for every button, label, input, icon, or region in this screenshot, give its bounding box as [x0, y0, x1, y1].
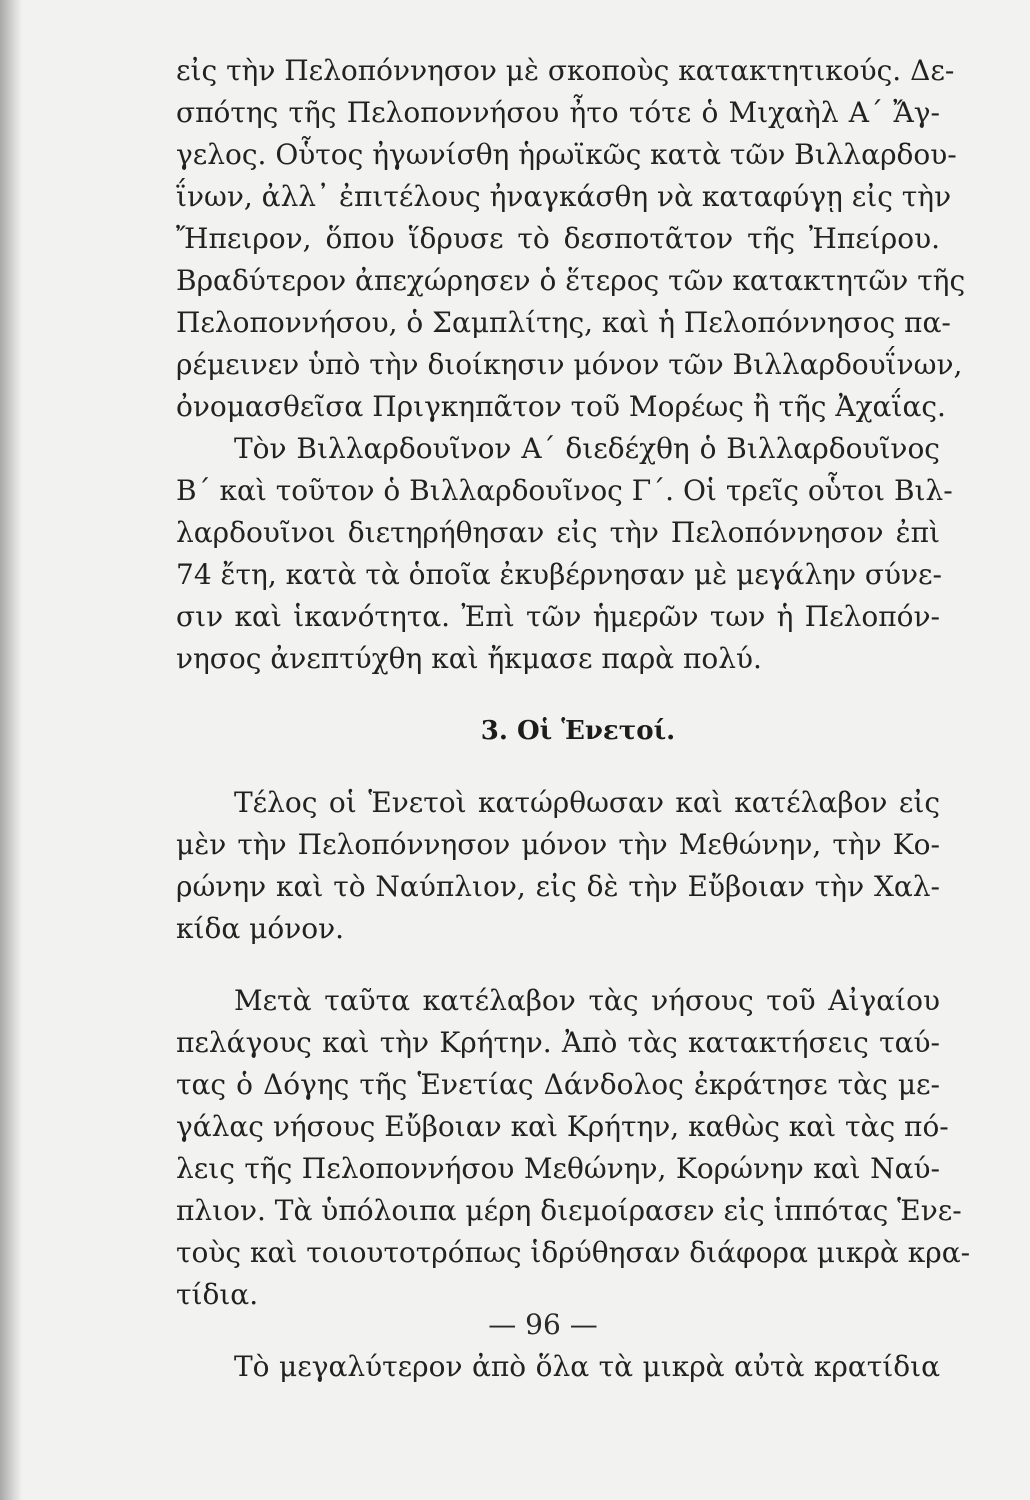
text-line: τας ὁ Δόγης τῆς Ἑνετίας Δάνδολος ἐκράτησε τὰς με- — [176, 1068, 940, 1101]
spacer — [176, 680, 940, 710]
text-line: ρώνην καὶ τὸ Ναύπλιον, εἰς δὲ τὴν Εὔβοιαν τὴν Χαλ- — [176, 870, 940, 903]
text-line: κίδα μόνον. — [176, 912, 344, 945]
paragraph — [176, 782, 940, 950]
text-line: νησος ἀνεπτύχθη καὶ ἤκμασε παρὰ πολύ. — [176, 642, 762, 675]
text-line: γάλας νήσους Εὔβοιαν καὶ Κρήτην, καθὼς καὶ τὰς πό- — [176, 1110, 949, 1143]
binding-shadow — [0, 0, 22, 1500]
text-line: ρέμεινεν ὑπὸ τὴν διοίκησιν μόνον τῶν Βιλλαρδουΐνων, — [176, 348, 963, 381]
text-line: Βραδύτερον ἀπεχώρησεν ὁ ἕτερος τῶν κατακτητῶν τῆς — [176, 264, 966, 297]
text-line: ὀνομασθεῖσα Πριγκηπᾶτον τοῦ Μορέως ἢ τῆς Ἀχαΐας. — [176, 390, 946, 423]
text-line: Τέλος οἱ Ἑνετοὶ κατώρθωσαν καὶ κατέλαβον εἰς — [234, 786, 940, 819]
text-line: Τὸν Βιλλαρδουῖνον Α΄ διεδέχθη ὁ Βιλλαρδουῖνος — [234, 432, 940, 465]
text-line: πελάγους καὶ τὴν Κρήτην. Ἀπὸ τὰς κατακτήσεις ταύ- — [176, 1026, 940, 1059]
text-line: σπότης τῆς Πελοποννήσου ἦτο τότε ὁ Μιχαὴλ Α΄ Ἄγ- — [176, 96, 940, 129]
text-line: λεις τῆς Πελοποννήσου Μεθώνην, Κορώνην καὶ Ναύ- — [176, 1152, 940, 1185]
paragraph — [176, 50, 966, 428]
text-line: ΐνων, ἀλλ᾽ ἐπιτέλους ἠναγκάσθη νὰ καταφύγῃ εἰς τὴν — [176, 180, 952, 213]
page-number: — 96 — — [488, 1308, 598, 1341]
text-line: τίδια. — [176, 1278, 259, 1311]
spacer — [176, 752, 940, 782]
text-line: Μετὰ ταῦτα κατέλαβον τὰς νήσους τοῦ Αἰγαίου — [234, 984, 940, 1017]
text-line: Πελοποννήσου, ὁ Σαμπλίτης, καὶ ἡ Πελοπόννησος πα- — [176, 306, 951, 339]
text-line: πλιον. Τὰ ὑπόλοιπα μέρη διεμοίρασεν εἰς ἱππότας Ἑνε- — [176, 1194, 962, 1227]
text-line: 74 ἔτη, κατὰ τὰ ὁποῖα ἐκυβέρνησαν μὲ μεγάλην σύνε- — [176, 558, 943, 591]
text-line: Τὸ μεγαλύτερον ἀπὸ ὅλα τὰ μικρὰ αὐτὰ κρατίδια — [234, 1350, 940, 1383]
text-line: Β΄ καὶ τοῦτον ὁ Βιλλαρδουῖνος Γ΄. Οἱ τρεῖς οὗτοι Βιλ- — [176, 474, 953, 507]
text-line: γελος. Οὗτος ἠγωνίσθη ἡρωϊκῶς κατὰ τῶν Βιλλαρδου- — [176, 138, 957, 171]
paragraph — [176, 980, 971, 1316]
page-text — [176, 50, 971, 1388]
text-line: Ἤπειρον, ὅπου ἵδρυσε τὸ δεσποτᾶτον τῆς Ἠπείρου. — [176, 222, 940, 255]
paragraph — [176, 428, 953, 680]
spacer — [176, 950, 940, 980]
text-line: σιν καὶ ἱκανότητα. Ἐπὶ τῶν ἡμερῶν των ἡ Πελοπόν- — [176, 600, 940, 633]
text-line: λαρδουῖνοι διετηρήθησαν εἰς τὴν Πελοπόννησον ἐπὶ — [176, 516, 940, 549]
section-heading: 3. Οἱ Ἑνετοί. — [480, 716, 676, 746]
text-line: εἰς τὴν Πελοπόννησον μὲ σκοποὺς κατακτητικούς. Δε- — [176, 54, 955, 87]
text-line: τοὺς καὶ τοιουτοτρόπως ἱδρύθησαν διάφορα μικρὰ κρα- — [176, 1236, 971, 1269]
text-line: μὲν τὴν Πελοπόννησον μόνον τὴν Μεθώνην, τὴν Κο- — [176, 828, 940, 861]
paragraph — [176, 1346, 940, 1388]
